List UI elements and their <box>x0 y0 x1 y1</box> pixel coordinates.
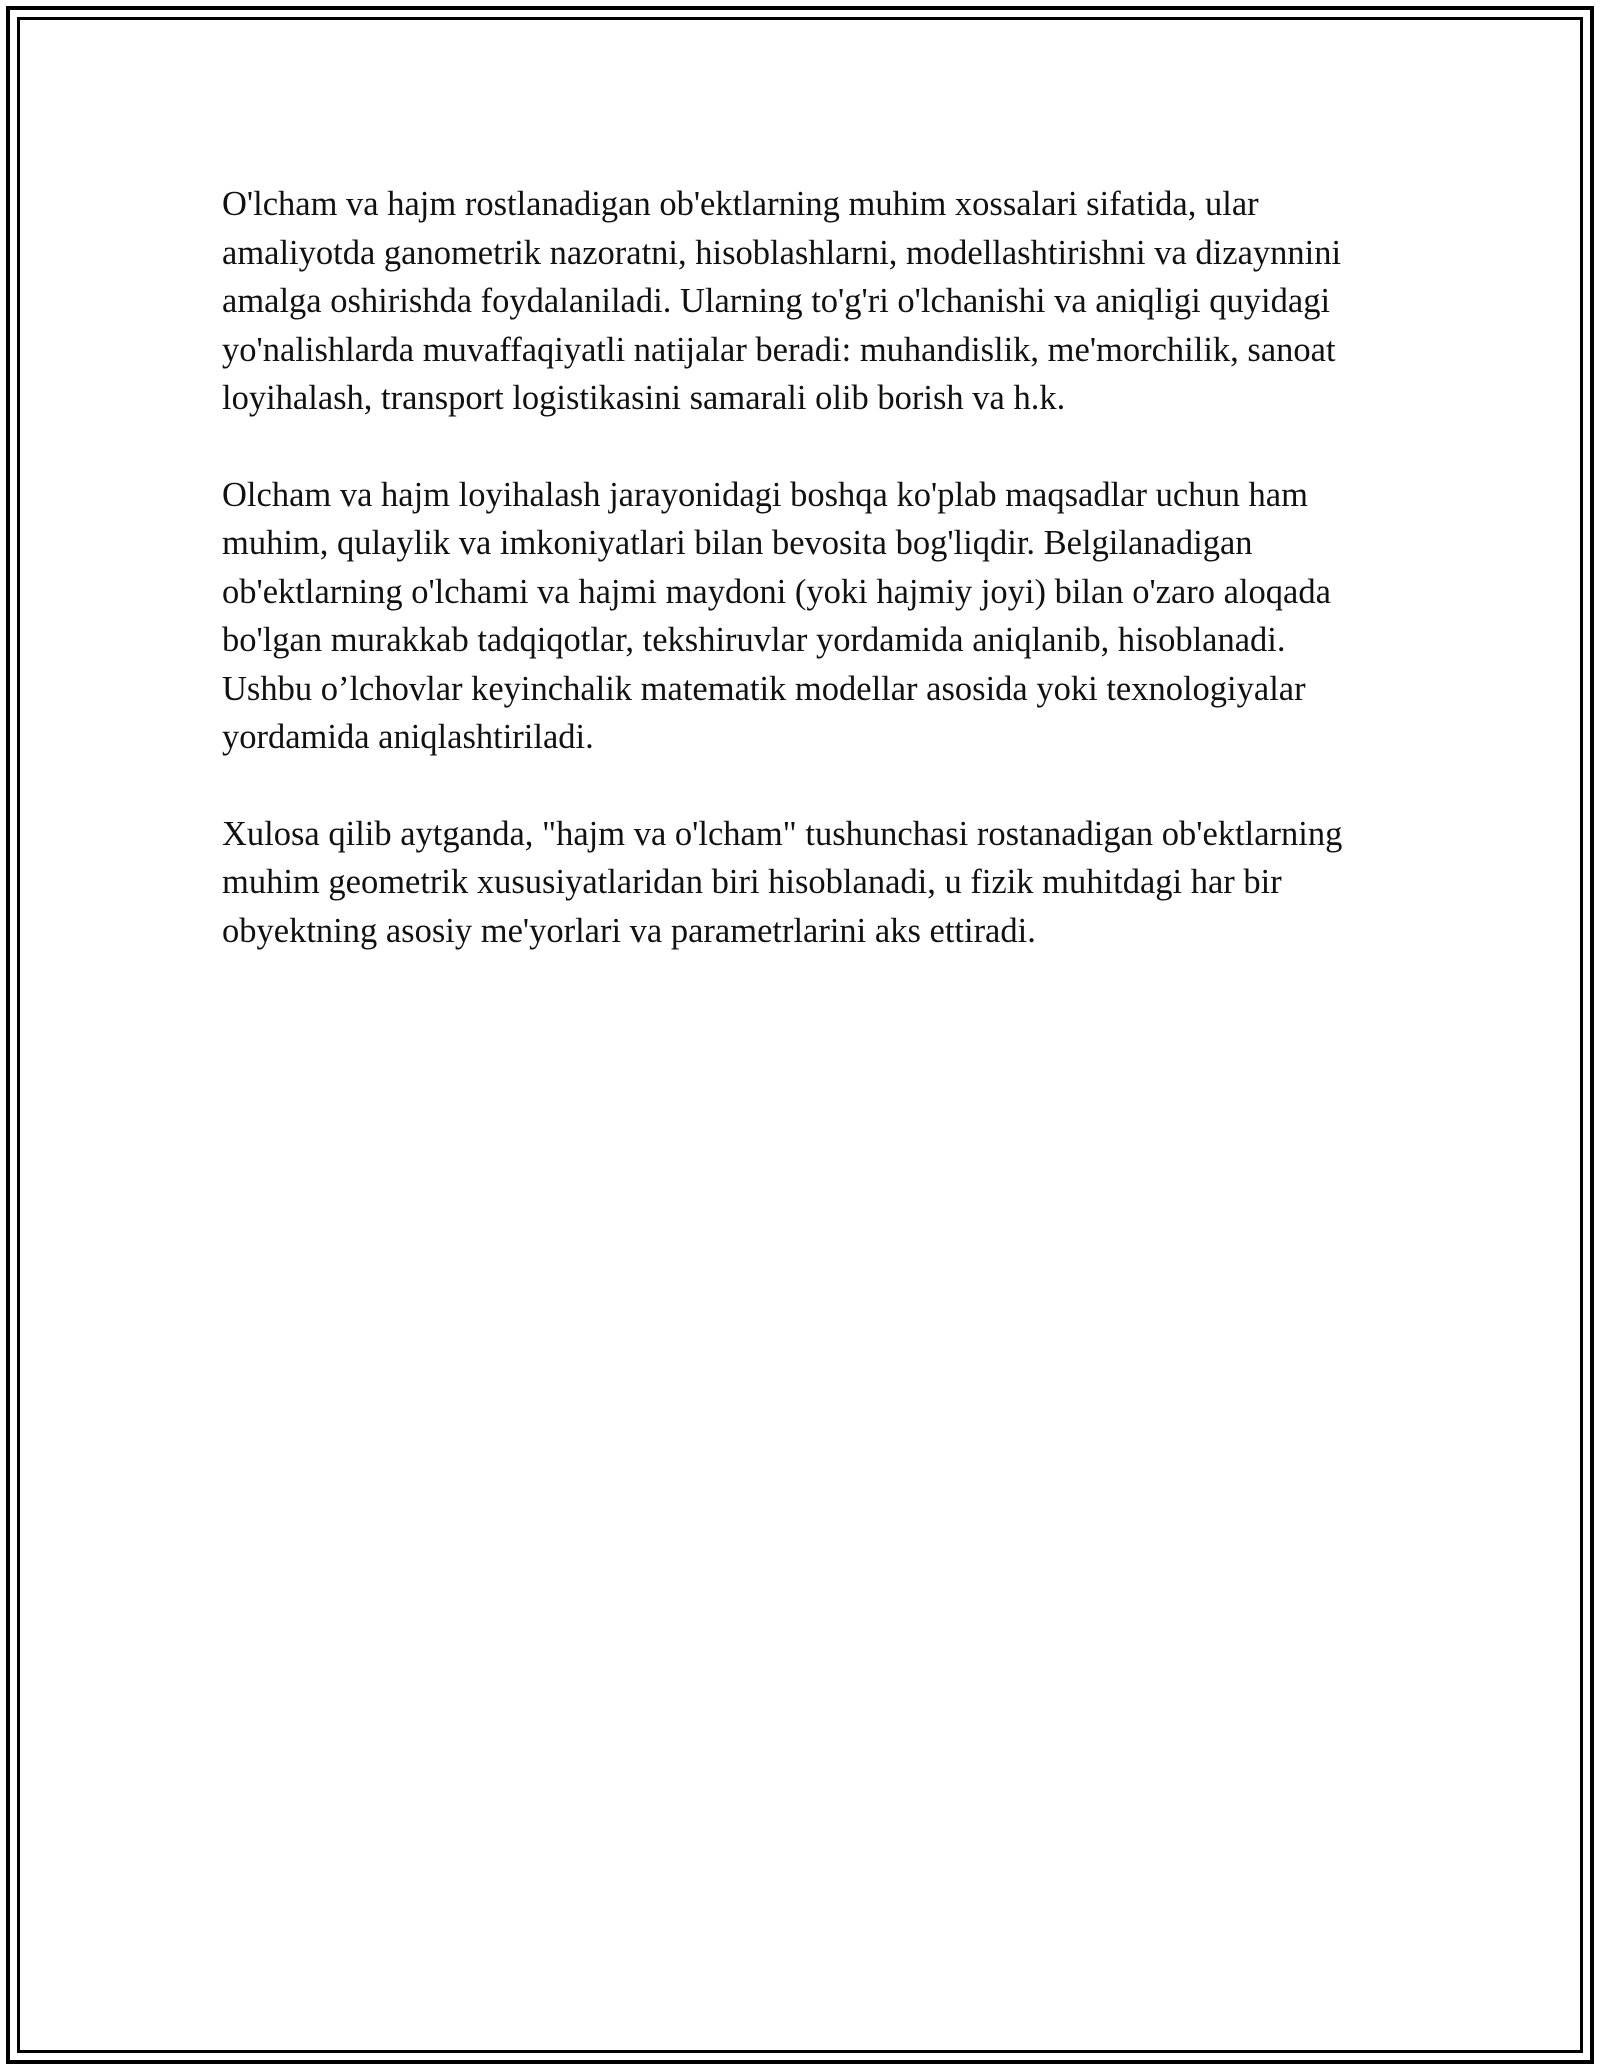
paragraph-2: Olcham va hajm loyihalash jarayonidagi boshqa ko'plab maqsadlar uchun ham muhim, qulaylik va imkoniyatlari bilan bevosita bog'liqdir. Belgilanadigan ob'ektlarning o'lchami va hajmi maydoni (yoki hajmiy joyi) bilan o'zaro aloqada bo'lgan murakkab tadqiqotlar, tekshiruvlar yordamida aniqlanib, hisoblanadi. Ushbu o’lchovlar keyinchalik matematik modellar asosida yoki texnologiyalar yordamida aniqlashtiriladi. <box>222 475 1331 756</box>
document-body <box>222 180 1372 955</box>
paragraph-3: Xulosa qilib aytganda, "hajm va o'lcham" tushunchasi rostanadigan ob'ektlarning muhim geometrik xususiyatlaridan biri hisoblanadi, u fizik muhitdagi har bir obyektning asosiy me'yorlari va parametrlarini aks ettiradi. <box>222 814 1343 950</box>
paragraph-1: O'lcham va hajm rostlanadigan ob'ektlarning muhim xossalari sifatida, ular amaliyotda ganometrik nazoratni, hisoblashlarni, modellashtirishni va dizaynnini amalga oshirishda foydalaniladi. Ularning to'g'ri o'lchanishi va aniqligi quyidagi yo'nalishlarda muvaffaqiyatli natijalar beradi: muhandislik, me'morchilik, sanoat loyihalash, transport logistikasini samarali olib borish va h.k. <box>222 185 1342 417</box>
